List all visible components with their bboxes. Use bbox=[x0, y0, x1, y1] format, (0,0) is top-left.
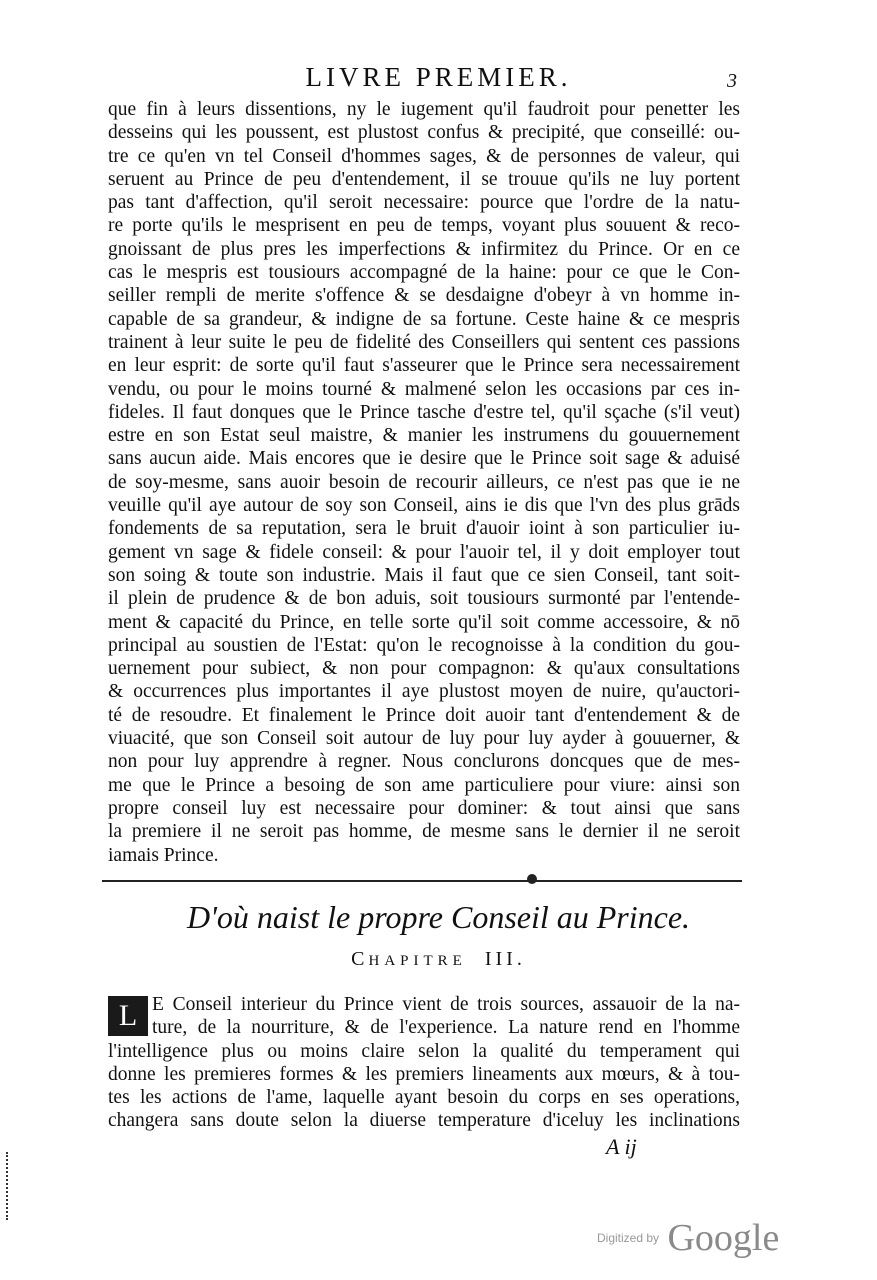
body-line: pas tant d'affection, qu'il seroit necessaire: pource que l'ordre de la natu- bbox=[108, 192, 740, 214]
body-line: uernement pour subiect, & non pour compagnon: & qu'aux consultations bbox=[108, 658, 740, 680]
body-line: estre en son Estat seul maistre, & manier les instrumens du gouuernement bbox=[108, 425, 740, 447]
body-line: il plein de prudence & de bon aduis, soit tousiours surmonté par l'entende- bbox=[108, 588, 740, 610]
body-line: propre conseil luy est necessaire pour dominer: & tout ainsi que sans bbox=[108, 797, 740, 819]
section-divider bbox=[102, 871, 742, 885]
body-line: sans aucun aide. Mais encores que ie desire que le Prince soit sage & aduisé bbox=[108, 448, 740, 470]
body-text bbox=[108, 98, 740, 867]
chapter-line: donne les premieres formes & les premiers lineaments aux mœurs, & à tou- bbox=[108, 1063, 740, 1085]
body-line: de soy-mesme, sans auoir besoin de recourir ailleurs, ce n'est pas que ie ne bbox=[108, 471, 740, 493]
body-line: cas le mespris est tousiours accompagné de la haine: pour ce que le Con- bbox=[108, 262, 740, 284]
chapter-number-smallcaps: HAPITRE bbox=[368, 953, 467, 969]
body-line: gnoissant de plus pres les imperfections & infirmitez du Prince. Or en ce bbox=[108, 238, 740, 260]
body-line: seruent au Prince de peu d'entendement, il se trouue qu'ils ne luy portent bbox=[108, 168, 740, 190]
body-line: me que le Prince a besoing de son ame particuliere pour viure: ainsi son bbox=[108, 774, 740, 796]
body-line: desseins qui les poussent, est plustost confus & precipité, que conseillé: ou- bbox=[108, 122, 740, 144]
body-line: fondements de sa reputation, sera le bruit d'auoir ioint à son particulier iu- bbox=[108, 518, 740, 540]
body-line: son soing & toute son industrie. Mais il faut que ce sien Conseil, tant soit- bbox=[108, 564, 740, 586]
body-line: vendu, ou pour le moins tourné & malmené selon les occasions par ces in- bbox=[108, 378, 740, 400]
chapter-line: changera sans doute selon la diuerse temperature d'iceluy les inclinations bbox=[108, 1110, 740, 1132]
body-line: ment & capacité du Prince, en telle sorte qu'il soit comme accessoire, & nō bbox=[108, 611, 740, 633]
divider-rule bbox=[102, 880, 742, 882]
chapter-text bbox=[108, 993, 740, 1133]
body-line: non pour luy apprendre à regner. Nous conclurons doncques que de mes- bbox=[108, 751, 740, 773]
chapter-line: ture, de la nourriture, & de l'experience. La nature rend en l'homme bbox=[152, 1017, 740, 1039]
body-line: fideles. Il faut donques que le Prince tasche d'estre tel, qu'il sçache (s'il veut) bbox=[108, 401, 740, 423]
body-line: viuacité, que son Conseil soit autour de luy pour luy ayder à gouuerner, & bbox=[108, 728, 740, 750]
chapter-line: tes les actions de l'ame, laquelle ayant besoin du corps en ses operations, bbox=[108, 1087, 740, 1109]
page-number: 3 bbox=[727, 70, 737, 92]
signature-mark: A ij bbox=[606, 1134, 637, 1159]
body-line: trainent à leur suite le peu de fidelité des Conseillers qui sentent ces passions bbox=[108, 331, 740, 353]
body-line: gement vn sage & fidele conseil: & pour l'auoir tel, il y doit employer tout bbox=[108, 541, 740, 563]
chapter-number bbox=[0, 946, 877, 974]
body-line: tre ce qu'en vn tel Conseil d'hommes sages, & de personnes de valeur, qui bbox=[108, 145, 740, 167]
body-line: veuille qu'il aye autour de soy son Conseil, ains ie dis que l'vn des plus grāds bbox=[108, 495, 740, 517]
body-line: té de resoudre. Et finalement le Prince doit auoir tant d'entendement & de bbox=[108, 704, 740, 726]
body-line: & occurrences plus importantes il aye plustost moyen de nuire, qu'auctori- bbox=[108, 681, 740, 703]
running-head: LIVRE PREMIER. bbox=[305, 62, 572, 92]
body-line: re porte qu'ils le mesprisent en peu de temps, voyant plus souuent & reco- bbox=[108, 215, 740, 237]
divider-ornament-icon bbox=[527, 874, 537, 884]
margin-mark bbox=[6, 1152, 11, 1220]
chapter-number-initial: C bbox=[351, 948, 369, 970]
body-line: la premiere il ne seroit pas homme, de mesme sans le dernier il ne seroit bbox=[108, 821, 740, 843]
body-line: seiller rempli de merite s'offence & se desdaigne d'obeyr à vn homme in- bbox=[108, 285, 740, 307]
body-line: iamais Prince. bbox=[108, 844, 219, 866]
chapter-number-roman: III. bbox=[484, 948, 526, 970]
drop-cap: L bbox=[108, 996, 148, 1036]
body-line: en leur esprit: de sorte qu'il faut s'asseurer que le Prince sera necessairement bbox=[108, 355, 740, 377]
chapter-line: E Conseil interieur du Prince vient de trois sources, assauoir de la na- bbox=[152, 994, 740, 1015]
chapter-title: D'où naist le propre Conseil au Prince. bbox=[186, 899, 691, 935]
body-line: capable de sa grandeur, & indigne de sa fortune. Ceste haine & ce mespris bbox=[108, 308, 740, 330]
body-line: principal au soustien de l'Estat: qu'on le recognoisse à la condition du gou- bbox=[108, 634, 740, 656]
body-line: que fin à leurs dissentions, ny le iugement qu'il faudroit pour penetter les bbox=[108, 99, 740, 120]
digitized-watermark bbox=[597, 1216, 779, 1260]
chapter-line: l'intelligence plus ou moins claire selon la qualité du temperament qui bbox=[108, 1040, 740, 1062]
watermark-prefix: Digitized by bbox=[597, 1231, 660, 1245]
google-logo: Google bbox=[667, 1217, 780, 1259]
